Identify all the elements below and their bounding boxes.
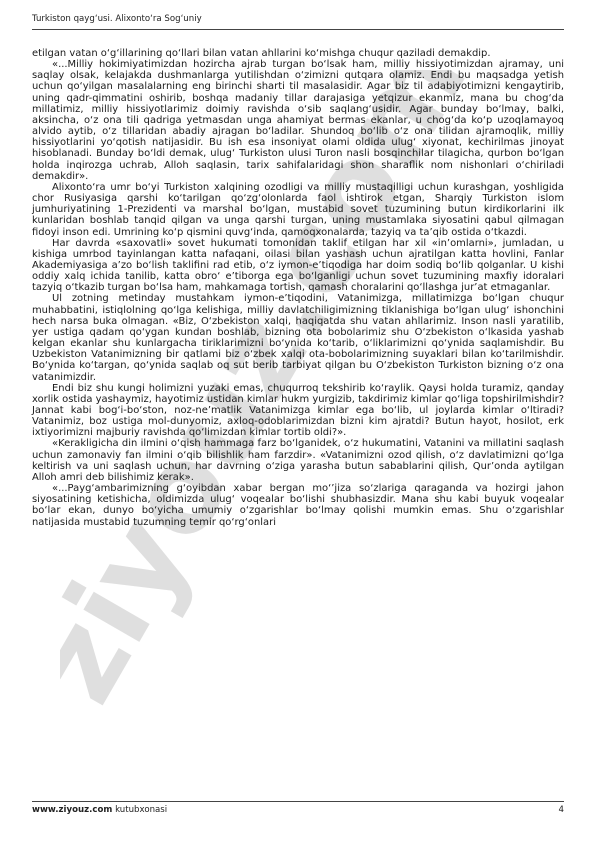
page-number: 4 [558,805,564,815]
page-footer [32,805,564,816]
running-header: Turkiston qayg‘usi. Alixonto‘ra Sog‘uniy [32,14,202,24]
footer-link[interactable]: www.ziyouz.com [32,805,113,815]
document-body [32,48,564,528]
paragraph: Endi biz shu kungi holimizni yuzaki emas, chuqurroq tekshirib ko‘raylik. Qaysi holda turamiz, qanday xorlik ostida yashaymiz, hayotimiz ustidan kimlar hukm yurgizib, takdirimiz kimlar qo‘liga topshirilmishdir? Jannat kabi bog‘i-bo‘ston, noz-ne’matlik Vatanimizga kimlar ega bo‘lib, ul joylarda kimlar o‘ltiradi? Vatanimiz, boz ustiga mol-dunyomiz, axloq-odoblarimizdan bizni kim ajratdi? Butun hayot, hosilot, erk ixtiyorimizni majburiy ravishda qo‘limizdan kimlar tortib oldi?». [32,382,564,439]
paragraph: Alixonto‘ra umr bo‘yi Turkiston xalqining ozodligi va milliy mustaqilligi uchun kurashgan, yoshligida chor Rusiyasiga qarshi ko‘tarilgan qo‘zg‘olonlarda faol ishtirok etgan, Sharqiy Turkiston islom jumhuriyatining 1-Prezidenti va marshal bo‘lgan, mustabid sovet tuzumining butun kirdikorlarini ilk kunlaridan boshlab tanqid qilgan va unga qarshi turgan, uning mustamlaka siyosatini qabul qilmagan fidoyi inson edi. Umrining ko‘p qismini quvg‘inda, qamoqxonalarda, tazyiq va ta’qib ostida o‘tkazdi. [32,181,564,238]
paragraph: «...Payg‘ambarimizning g‘oyibdan xabar bergan mo‘’jiza so‘zlariga qaraganda va hozirgi jahon siyosatining ketishicha, oldimizda ulug‘ voqealar bo‘lishi shubhasizdir. Mana shu kabi buyuk voqealar bo‘lar ekan, dunyo bo‘yicha umumiy o‘zgarishlar bo‘lmay qolishi mumkin emas. Shu o‘zgarishlar natijasida mustabid tuzumning temir qo‘rg‘onlari [32,483,564,528]
paragraph: etilgan vatan o‘g‘illarining qo‘llari bilan vatan ahllarini ko‘mishga chuqur qaziladi demakdip. [32,48,491,59]
paragraph: Ul zotning metinday mustahkam iymon-e’tiqodini, Vatanimizga, millatimizga bo‘lgan chuqur muhabbatini, istiqlolning qo‘lga kelishiga, milliy davlatchiligimizning tiklanishiga bo‘lgan ulug‘ ishonchini hech narsa buka olmagan. «Biz, O‘zbekiston xalqi, haqiqatda shu vatan ahllarimiz. Inson nasli yaratilib, yer ustiga qadam qo‘ygan kundan boshlab, bizning ota bobolarimiz shu O‘zbekiston o‘lkasida yashab kelgan ekanlar shu kunlargacha tiriklarimizni bo‘ynida ko‘tarib, o‘liklarimizni qo‘ynida saqlamishdir. Bu Uzbekiston Vatanimizning bir qatlami biz o‘zbek xalqi ota-bobolarimizning suyaklari bilan ko‘tarilmishdir. Bo‘ynida ko‘targan, qo‘ynida saqlab oq sut berib tarbiyat qilgan bu O‘zbekiston Turkiston bizning o‘z ona vatanimizdir. [32,293,564,383]
paragraph: Har davrda «saxovatli» sovet hukumati tomonidan taklif etilgan har xil «in’omlarni», jumladan, u kishiga umrbod tayinlangan katta nafaqani, oilasi bilan yashash uchun ajratilgan katta hovlini, Fanlar Akademiyasiga a’zo bo‘lish taklifini rad etib, o‘z iymon-e’tiqodiga har doim sodiq bo‘lib qolganlar. U kishi oddiy xalq ichida tanilib, katta obro‘ e’tiborga ega bo‘lganligi uchun sovet tuzumining maxfiy idoralari tazyiq o‘tkazib turgan bo‘lsa ham, mahkamaga tortish, qamash choralarini qo‘llashga jur’at etmaganlar. [32,237,564,294]
paragraph: «Kerakligicha din ilmini o‘qish hammaga farz bo‘lganidek, o‘z hukumatini, Vatanini va millatini saqlash uchun zamonaviy fan ilmini o‘qib bilishlik ham farzdir». «Vatanimizni ozod qilish, o‘z davlatimizni qo‘lga keltirish va uni saqlash uchun, har davrning o‘ziga yarasha butun sabablarini qilish, Qur’onda aytilgan Alloh amri deb bilishimiz kerak». [32,438,564,483]
paragraph: «...Milliy hokimiyatimizdan hozircha ajrab turgan bo‘lsak ham, milliy hissiyotimizdan ajramay, uni saqlay olsak, kelajakda dushmanlarga yutilishdan o‘zimizni qutqara olamiz. Endi bu maqsadga yetish uchun qo‘yilgan masalalarning eng birinchi sharti til masalasidir. Agar biz til adabiyotimizni kengaytirib, uning qadr-qimmatini oshirib, boshqa madaniy tillar darajasiga yetqizur ekanmiz, mana bu chog‘da millatimiz, milliy hissiyotlarimiz doimiy ravishda o‘sib saqlang‘usidir. Agar bunday bo‘lmay, balki, aksincha, o‘z ona tili qadriga yetmasdan unga ahamiyat bermas ekanlar, u chog‘da ko‘p uzoqlamayoq alvido aytib, o‘z tillaridan abadiy ajragan bo‘ladilar. Shundoq bo‘lib o‘z ona tilidan ajramoqlik, milliy hissiyotlarini yo‘qotish natijasidir. Bu ish esa insoniyat olami oldida ulug‘ xiyonat, kechirilmas jinoyat hisoblanadi. Bunday bo‘ldi demak, ulug‘ Turkiston ulusi Turon nasli bosqinchilar tilagicha, qurbon bo‘lgan holda inqirozga uchrab, Alloh saqlasin, tarix sahifalaridagi shon sharaflik nom nishonlari o‘chiriladi demakdir». [32,59,564,182]
footer-label: kutubxonasi [115,805,168,815]
watermark-text: ziyouz.com [60,70,494,724]
header-divider [32,29,564,30]
footer-divider [32,801,564,802]
